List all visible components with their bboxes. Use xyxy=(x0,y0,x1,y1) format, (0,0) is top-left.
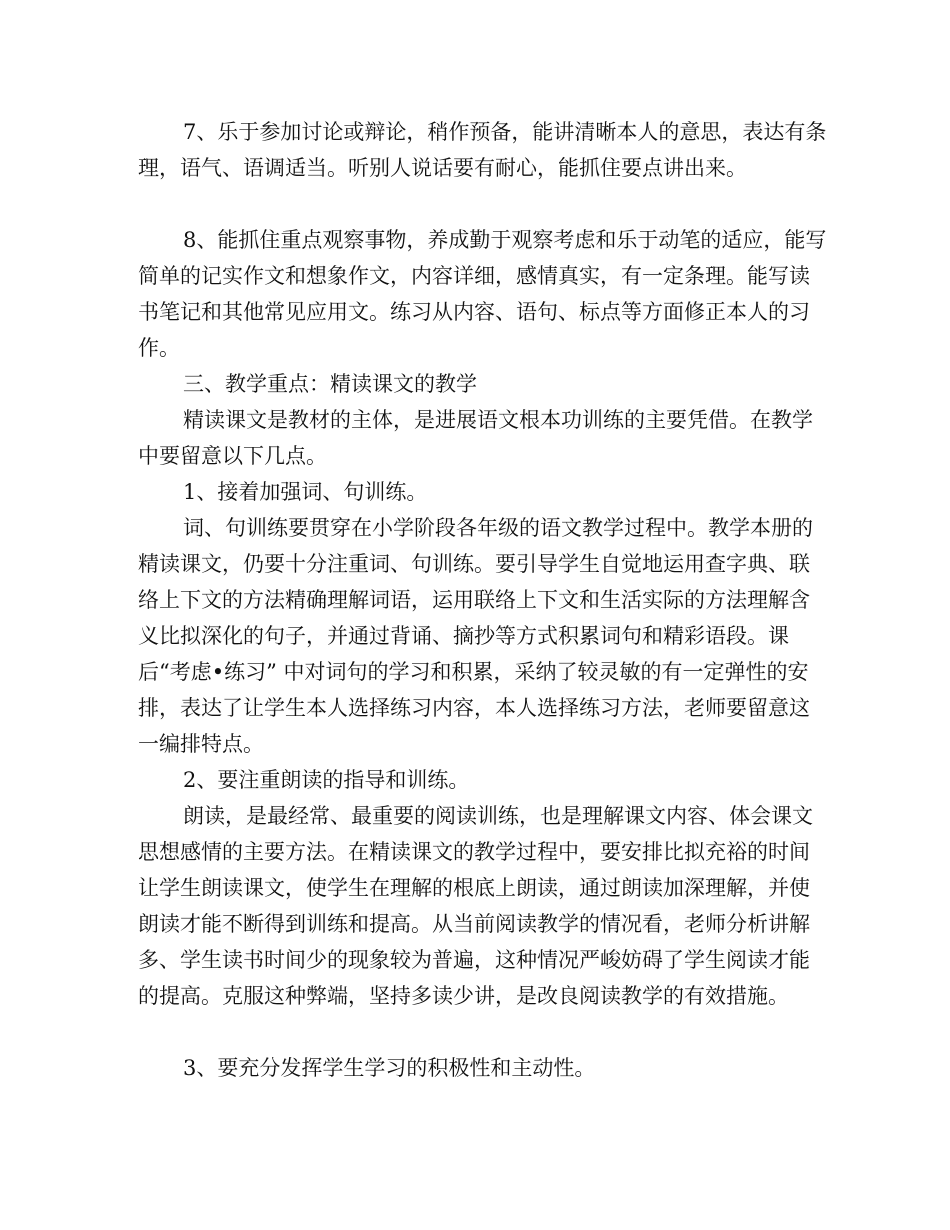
subheading-student-initiative: 3、要充分发挥学生学习的积极性和主动性。 xyxy=(183,1056,596,1080)
subheading-reading-aloud: 2、要注重朗读的指导和训练。 xyxy=(183,768,470,792)
paragraph-word-sentence: 词、句训练要贯穿在小学阶段各年级的语文教学过程中。教学本册的精读课文，仍要十分注重词、句训练。要引导学生自觉地运用查字典、联络上下文的方法精确理解词语，运用联络上下文和生活实际的方法理解含义比拟深化的句子，并通过背诵、摘抄等方式积累词句和精彩语段。课后“考虑•练习” 中对词句的学习和积累，采纳了较灵敏的有一定弹性的安排，表达了让学生本人选择练习内容，本人选择练习方法，老师要留意这一编排特点。 xyxy=(138,516,813,756)
paragraph-reading-aloud: 朗读，是最经常、最重要的阅读训练，也是理解课文内容、体会课文思想感情的主要方法。在精读课文的教学过程中，要安排比拟充裕的时间让学生朗读课文，使学生在理解的根底上朗读，通过朗读加深理解，并使朗读才能不断得到训练和提高。从当前阅读教学的情况看，老师分析讲解多、学生读书时间少的现象较为普遍，这种情况严峻妨碍了学生阅读才能的提高。克服这种弊端，坚持多读少讲，是改良阅读教学的有效措施。 xyxy=(138,804,813,1008)
section-heading-teaching-focus: 三、教学重点：精读课文的教学 xyxy=(183,372,477,396)
paragraph-item-7: 7、乐于参加讨论或辩论，稍作预备，能讲清晰本人的意思，表达有条理，语气、语调适当。听别人说话要有耐心，能抓住要点讲出来。 xyxy=(138,120,827,180)
paragraph-item-8: 8、能抓住重点观察事物，养成勤于观察考虑和乐于动笔的适应，能写简单的记实作文和想象作文，内容详细，感情真实，有一定条理。能写读书笔记和其他常见应用文。练习从内容、语句、标点等方面修正本人的习作。 xyxy=(138,228,827,360)
subheading-word-sentence: 1、接着加强词、句训练。 xyxy=(183,480,428,504)
paragraph-intensive-reading: 精读课文是教材的主体，是进展语文根本功训练的主要凭借。在教学中要留意以下几点。 xyxy=(138,408,813,468)
